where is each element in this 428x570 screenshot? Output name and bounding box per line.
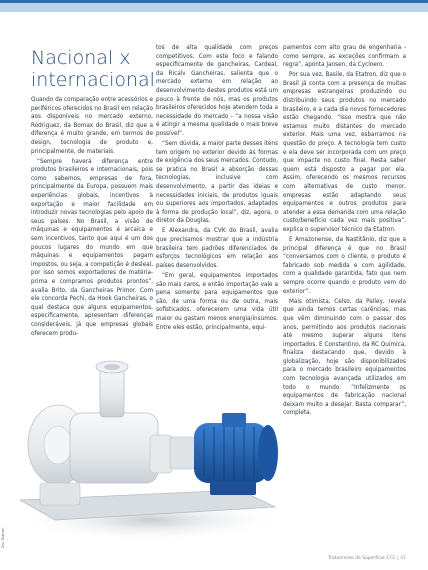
page-footer [328, 556, 406, 561]
header-accent-line [0, 0, 428, 3]
publication-name: Tratamento de Superfície 173 [327, 556, 395, 561]
text-column-2 [156, 44, 278, 334]
page-number: 47 [400, 556, 406, 561]
paragraph: Quando da comparação entre acessórios e periféricos oferecidos no Brasil em relação aos disponíveis no mercado externo, Rodriguez, da Bomax do Brasil, diz que a diferença é muito grande, em termos de design, tecnologia de produto e, principalmente, de materiais. [31, 97, 153, 155]
article-title [31, 47, 153, 91]
photo-credit: Div. Etatron [1, 527, 5, 548]
pump-illustration [0, 295, 283, 550]
paragraph: “Sempre haverá diferença entre produtos brasileiros e internacionais, pois como sabemos, empresas de fora, principalmente da Europa, possuem mais experiências globais, incentivos à exportação e maior facilidade em introduzir novas tecnologias pelo apoio de seus países. No Brasil, a visão de máquinas e equipamentos é arcaica e sem incentivos, tanto que aqui é um dos poucos lugares do mundo em que máquinas e equipamentos pagam impostos, ou seja, a competição é desleal, por isso somos exportadores de matéria-prima e compramos produtos prontos”, avalia Brito, da Gancheiras Primor. Com ele concorda Pechi, da Hook Gancheiras, o qual destaca que alguns equipamentos, especificamente, apresentam diferenças consideráveis, já que empresas globais oferecem produ- [31, 158, 153, 337]
title-line-2: internacional [31, 69, 155, 91]
paragraph: Por sua vez, Basile, da Etatron, diz que o Brasil já conta com a presença de muitas empresas estrangeiras produzindo ou distribuindo seus produtos no mercado brasileiro, e a cada dia novos fornecedores estão chegando. “Isso mostra que não estamos muito distantes do mercado exterior. Mais uma vez, esbarramos na questão do preço. A tecnologia tem custo e ela deve ser incorporada com um preço que impacte no custo final. Resta saber quem está disposto a pagar por ela. Assim, oferecendo os mesmos recursos com alternativas de custo menor, empresas estão adaptando seus equipamentos e outros produtos para atender a essa demanda com uma relação custo/benefício cada vez mais positiva”, explica o supervisor técnico da Etatron. [283, 72, 406, 233]
paragraph: “Sem dúvida, a maior parte desses itens tem origem no exterior devido às formas de exigência dos seus mercados. Contudo, se pratica no Brasil a absorção dessas tecnologias, inclusive com desenvolvimento, a partir das ideias e necessidades iniciais, de produtos iguais ou superiores aos importados, adaptados à forma de produção local”, diz, agora, o diretor da Douglas. [156, 141, 278, 225]
paragraph: pamentos com alto grau de engenharia - como sempre, as exceções confirmam a regra”, aponta Jansen, da Cycloero. [283, 45, 406, 69]
text-column-3 [283, 44, 406, 420]
paragraph: “Em geral, equipamentos importados são mais caros, e então importação vale a pena somente para equipamentos que são, de uma forma ou de outra, mais sofisticados, oferecerem uma vida útil maior ou gastam menos energia/insumos. Entre eles estão, principalmente, equi- [156, 272, 278, 331]
title-line-1: Nacional x [31, 47, 131, 69]
pump-photo [0, 295, 283, 550]
paragraph: E Amazonense, da Nastitânio, diz que a principal diferença é que no Brasil “conversamos com o cliente, o produto é fabricado sob medida e com agilidade, com a qualidade garantida, fato que nem sempre ocorre quando o produto vem do exterior”. [283, 237, 406, 295]
paragraph: tos de alta qualidade com preços competitivos. Com este foco e falando especificamente de gancheiras, Cardeal, da Ricalv Gancheiras, salienta que o mercado externo em relação ao desenvolvimento destes produtos está um pouco à frente de nós, mas os produtos brasileiros oferecidos hoje atendem toda a necessidade do mercado - “a nossa visão é atingir a mesma qualidade o mais breve possível”. [156, 45, 278, 137]
footer-separator: | [396, 556, 399, 561]
paragraph: E Alexandra, da CVK do Brasil, avalia que precisamos mostrar que a indústria brasileira tem padrões diferenciados de esforços tecnológicos em relação aos países desenvolvidos. [156, 228, 278, 269]
paragraph: Mais otimista, Celso, da Palley, revela que ainda temos certas carências, mas que vêm diminuindo com o passar dos anos, permitindo aos produtos nacionais até mesmo superar alguns itens importados. E Constantino, da RC Química, finaliza destacando que, devido à globalização, hoje são disponibilizados para o mercado brasileiro equipamentos com tecnologia avançada utilizados em todo o mundo. “Infelizmente os equipamentos de fabricação nacional deixam muito a desejar. Basta comparar”, completa. [283, 298, 406, 417]
